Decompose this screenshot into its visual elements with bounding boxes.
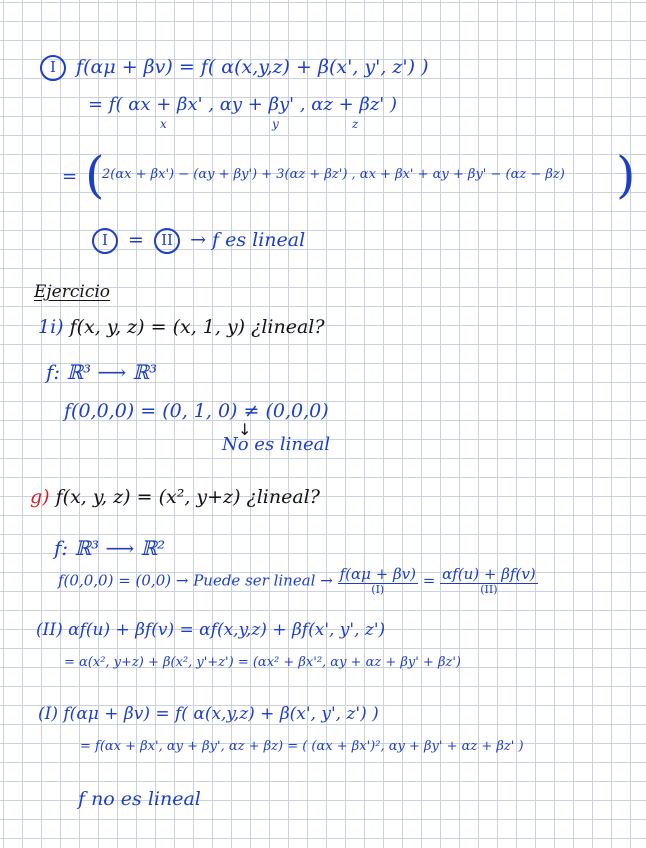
fraction-eq: = xyxy=(422,571,436,590)
part1-conclusion xyxy=(92,228,305,254)
left-big-paren: ( xyxy=(85,146,105,204)
right-big-paren: ) xyxy=(616,146,636,204)
item-label: 1i) xyxy=(38,316,64,338)
ejercicio-heading: Ejercicio xyxy=(34,282,111,302)
part-i-line1 xyxy=(38,706,379,723)
part1-line2 xyxy=(88,96,397,114)
exercise-g xyxy=(30,488,320,507)
fraction-i-num: f(αμ + βv) xyxy=(339,565,416,583)
linear-combination-expr: f(αμ + βv) = f( α(x,y,z) + β(x', y', z') ) xyxy=(76,56,429,78)
sub-x-label: x xyxy=(160,117,167,131)
g-statement: f(x, y, z) = (x², y+z) ¿lineal? xyxy=(55,486,320,508)
part1-line3-eq: = xyxy=(62,166,78,187)
part-ii-line1 xyxy=(36,622,385,639)
final-conclusion: f no es lineal xyxy=(78,788,201,810)
g-eval-left: f(0,0,0) = (0,0) → Puede ser lineal → xyxy=(58,571,333,590)
ii-label: (II) xyxy=(36,620,63,640)
fraction-i-den: (I) xyxy=(371,582,385,596)
arrow-down-icon: ↓ xyxy=(238,420,252,439)
g-eval-line xyxy=(58,566,538,596)
fraction-ii-den: (II) xyxy=(480,582,498,596)
sub-z-label: z xyxy=(352,117,359,131)
components-expr: = f( αx + βx' , αy + βy' , αz + βz' ) xyxy=(88,94,397,115)
image-components-expr: 2(αx + βx') − (αy + βy') + 3(αz + βz') , αx + βx' + αy + βy' − (αz − βz) xyxy=(102,167,565,182)
g-label: g) xyxy=(30,486,50,508)
roman-numeral-badge-ii: II xyxy=(154,228,180,254)
eval-at-zero: f(0,0,0) = (0, 1, 0) ≠ (0,0,0) xyxy=(64,400,329,422)
part-i-line2: = f(αx + βx', αy + βy', αz + βz) = ( (αx + βx')², αy + βy' + αz + βz' ) xyxy=(80,739,524,754)
fraction-ii xyxy=(440,566,538,596)
i-label: (I) xyxy=(38,704,58,724)
equals-sign: = xyxy=(128,229,144,251)
fraction-i xyxy=(338,566,418,596)
roman-numeral-badge-i: I xyxy=(92,228,118,254)
exercise-1i xyxy=(38,318,325,337)
item-statement: f(x, y, z) = (x, 1, y) ¿lineal? xyxy=(69,316,325,338)
no-lineal-result: No es lineal xyxy=(222,434,331,455)
fraction-ii-num: αf(u) + βf(v) xyxy=(442,565,536,583)
ii-expr1: αf(u) + βf(v) = αf(x,y,z) + βf(x', y', z') xyxy=(68,620,386,640)
part1-line1 xyxy=(40,55,429,81)
map-r3-r2: f: ℝ³ ⟶ ℝ² xyxy=(54,536,166,560)
roman-numeral-badge: I xyxy=(40,55,66,81)
sub-y-label: y xyxy=(272,117,279,131)
map-r3-r3: f: ℝ³ ⟶ ℝ³ xyxy=(46,360,158,384)
part-ii-line2: = α(x², y+z) + β(x², y'+z') = (αx² + βx'², αy + αz + βy' + βz') xyxy=(64,655,461,670)
i-expr1: f(αμ + βv) = f( α(x,y,z) + β(x', y', z') ) xyxy=(63,704,379,724)
part1-line3 xyxy=(102,168,565,181)
conclusion-text: → f es lineal xyxy=(190,229,306,251)
